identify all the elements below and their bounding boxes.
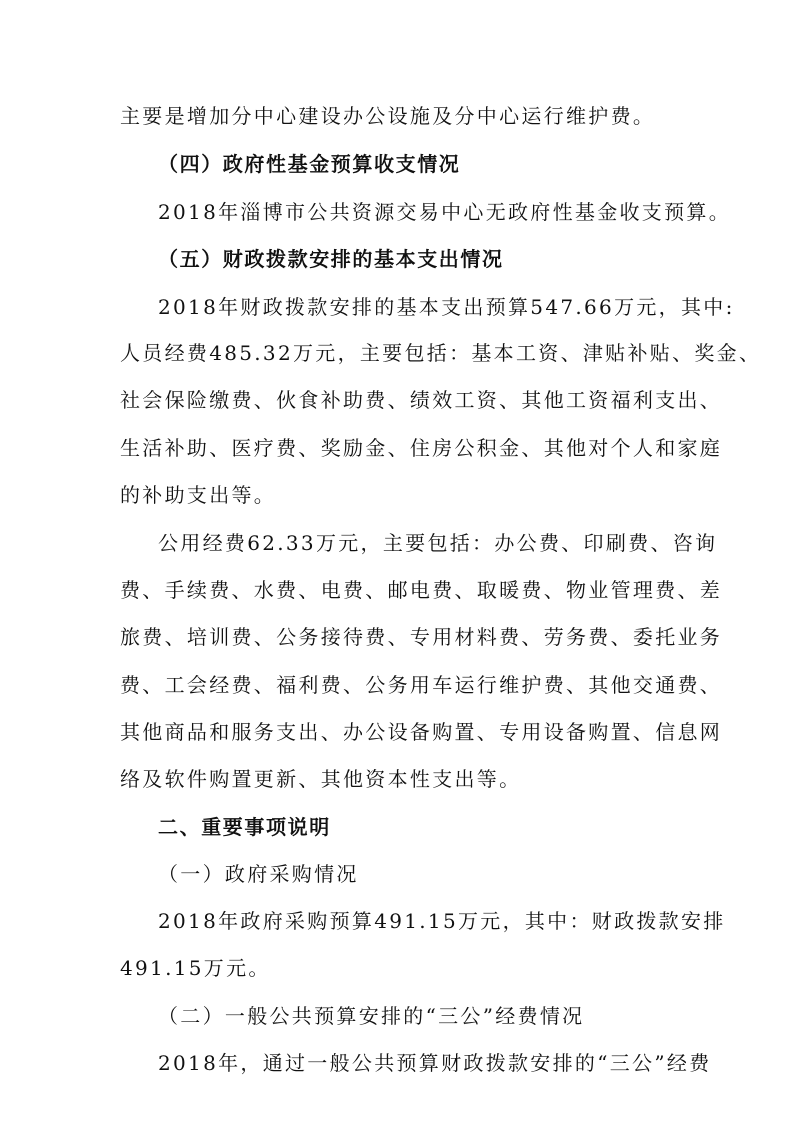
paragraph-line: 其他商品和服务支出、办公设备购置、专用设备购置、信息网	[120, 720, 723, 744]
section-heading-5: （五）财政拨款安排的基本支出情况	[158, 247, 504, 271]
paragraph-line: 公用经费62.33万元，主要包括：办公费、印刷费、咨询	[158, 531, 718, 555]
section-heading-4: （四）政府性基金预算收支情况	[158, 152, 461, 176]
paragraph-line: 社会保险缴费、伙食补助费、绩效工资、其他工资福利支出、	[120, 388, 723, 412]
paragraph-line: 费、手续费、水费、电费、邮电费、取暖费、物业管理费、差	[120, 578, 723, 602]
paragraph-line: 络及软件购置更新、其他资本性支出等。	[120, 767, 522, 791]
paragraph-line: 2018年政府采购预算491.15万元，其中：财政拨款安排	[158, 909, 726, 933]
paragraph-line: 费、工会经费、福利费、公务用车运行维护费、其他交通费、	[120, 673, 723, 697]
paragraph-line: 人员经费485.32万元，主要包括：基本工资、津贴补贴、奖金、	[120, 341, 762, 365]
paragraph-line: 生活补助、医疗费、奖励金、住房公积金、其他对个人和家庭	[120, 436, 723, 460]
subsection-heading-1: （一）政府采购情况	[158, 862, 359, 886]
paragraph-line: 旅费、培训费、公务接待费、专用材料费、劳务费、委托业务	[120, 625, 723, 649]
paragraph-line: 2018年，通过一般公共预算财政拨款安排的“三公”经费	[158, 1051, 712, 1075]
paragraph-line: 491.15万元。	[120, 956, 271, 980]
paragraph-line: 2018年财政拨款安排的基本支出预算547.66万元，其中:	[158, 295, 735, 319]
paragraph-line: 的补助支出等。	[120, 483, 277, 507]
subsection-heading-2: （二）一般公共预算安排的“三公”经费情况	[158, 1004, 585, 1028]
paragraph-line: 主要是增加分中心建设办公设施及分中心运行维护费。	[120, 104, 656, 128]
section-heading-2: 二、重要事项说明	[158, 815, 331, 839]
paragraph-line: 2018年淄博市公共资源交易中心无政府性基金收支预算。	[158, 200, 731, 224]
